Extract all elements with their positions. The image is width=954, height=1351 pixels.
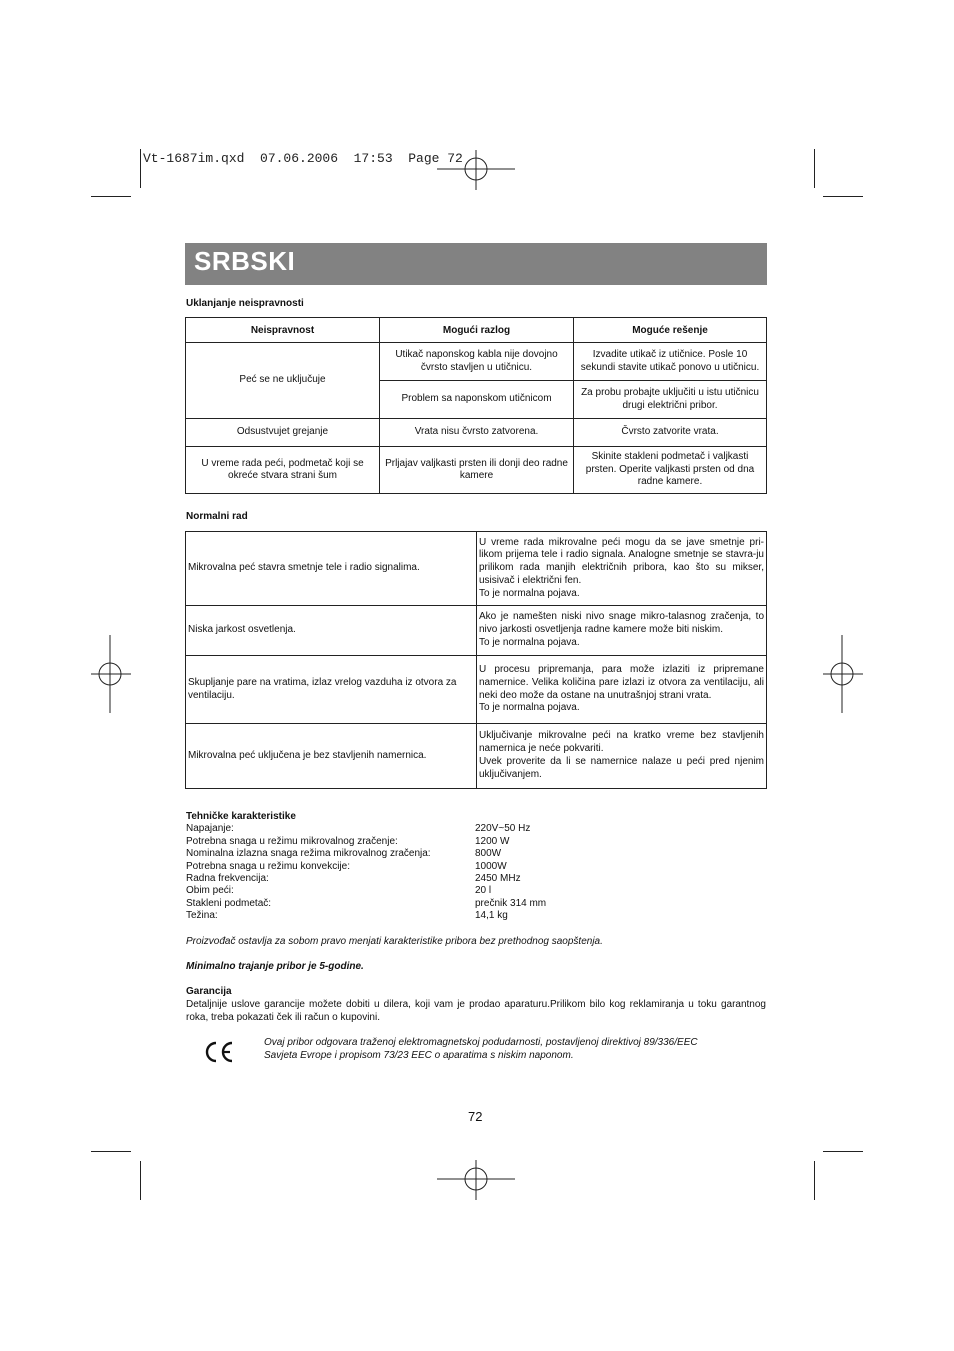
table-row: [186, 532, 767, 606]
solution-cell: Za probu probajte uključiti u istu utičnicu drugi električni pribor.: [574, 381, 767, 419]
spec-row: [186, 885, 492, 897]
spec-value: 14,1 kg: [475, 910, 508, 922]
spec-label: Stakleni podmetač:: [186, 897, 272, 909]
explanation-text: U vreme rada mikrovalne peći mogu da se jave smetnje pri-likom prijema tele i radio signala. Analogne smetnje se stavra-ju prilikom rada manjih električnih pribora, kao što su mikser, usisivač i električni fen.: [479, 536, 764, 586]
registration-mark-icon: [437, 150, 515, 190]
column-header: Neispravnost: [186, 318, 380, 343]
spec-row: [186, 872, 521, 885]
spec-value: 1200 W: [475, 835, 510, 847]
normal-operation-heading: Normalni rad: [186, 511, 248, 522]
troubleshooting-heading: Uklanjanje neispravnosti: [186, 298, 304, 309]
crop-mark: [91, 1151, 131, 1152]
spec-row: [186, 860, 507, 873]
situation-cell: Skupljanje pare na vratima, izlaz vrelog vazduha iz otvora za ventilaciju.: [186, 656, 477, 724]
explanation-note: To je normalna pojava.: [479, 702, 580, 714]
page-title: SRBSKI: [194, 246, 296, 276]
spec-value: 220V~50 Hz: [475, 823, 531, 835]
cause-cell: Utikač naponskog kabla nije dovojno čvrsto stavljen u utičnicu.: [380, 343, 574, 381]
table-row: [186, 656, 767, 724]
ce-conformity-text: [264, 1036, 698, 1062]
spec-value: prečnik 314 mm: [475, 897, 547, 909]
solution-cell: Čvrsto zatvorite vrata.: [574, 419, 767, 447]
cause-cell: Prljajav valjkasti prsten ili donji deo radne kamere: [380, 447, 574, 494]
table-row: [186, 343, 767, 381]
problem-cell: Peć se ne uključuje: [186, 343, 380, 419]
print-header: Vt-1687im.qxd 07.06.2006 17:53 Page 72: [143, 151, 463, 166]
crop-mark: [91, 196, 131, 197]
registration-mark-icon: [437, 1160, 515, 1200]
solution-cell: Skinite stakleni podmetač i valjkasti prsten. Operite valjkasti prsten od dna radne kamere.: [574, 447, 767, 494]
table-row: [186, 606, 767, 656]
explanation-cell: [477, 532, 767, 606]
spec-value: 1000W: [475, 860, 507, 872]
warranty-heading: Garancija: [186, 986, 232, 997]
spec-value: 800W: [475, 848, 502, 860]
spec-label: Obim peći:: [186, 885, 234, 897]
table-row: [186, 447, 767, 494]
cause-cell: Vrata nisu čvrsto zatvorena.: [380, 419, 574, 447]
spec-value: 2450 MHz: [475, 872, 521, 884]
explanation-cell: [477, 724, 767, 789]
specifications: [186, 811, 547, 923]
explanation-note: Uvek proverite da li se namernice nalaze u peći pred njenim uključivanjem.: [479, 756, 764, 780]
ce-mark-icon: [203, 1040, 235, 1064]
spec-label: Potrebna snaga u režimu mikrovalnog zračenje:: [186, 835, 398, 847]
explanation-note: To je normalna pojava.: [479, 587, 580, 599]
column-header: Mogući razlog: [380, 318, 574, 343]
language-title-bar: [185, 243, 767, 285]
table-row: [186, 724, 767, 789]
crop-mark: [823, 1151, 863, 1152]
page-number: 72: [468, 1109, 483, 1124]
explanation-cell: [477, 606, 767, 656]
spec-value: 20 l: [475, 885, 492, 897]
crop-mark: [814, 149, 815, 188]
warranty-text: Detaljnije uslove garancije možete dobiti u dilera, koji vam je prodao aparaturu.Prilikom bilo kog reklamiranja u toku garantnog roka, treba pokazati ček ili račun o kupovini.: [186, 999, 766, 1023]
explanation-note: To je normalna pojava.: [479, 636, 580, 648]
explanation-text: Ako je namešten niski nivo snage mikro-talasnog zračenja, to nivo jarkosti osvetljenja radne kamere može biti niskim.: [479, 611, 764, 636]
table-row: [186, 419, 767, 447]
problem-cell: U vreme rada peći, podmetač koji se okreće stvara strani šum: [186, 447, 380, 494]
registration-mark-icon: [823, 635, 863, 713]
crop-mark: [823, 196, 863, 197]
crop-mark: [140, 149, 141, 188]
spec-row: [186, 823, 531, 835]
column-header: Moguće rešenje: [574, 318, 767, 343]
spec-row: [186, 848, 502, 860]
situation-cell: Mikrovalna peć uključena je bez stavljenih namernica.: [186, 724, 477, 789]
situation-cell: Mikrovalna peć stavra smetnje tele i radio signalima.: [186, 532, 477, 606]
spec-row: [186, 835, 510, 848]
crop-mark: [140, 1161, 141, 1200]
crop-mark: [814, 1161, 815, 1200]
explanation-text: Uključivanje mikrovalne peći na kratko vreme bez stavljenih namernica je neće pokvariti.: [479, 730, 764, 755]
spec-label: Težina:: [186, 910, 218, 922]
registration-mark-icon: [91, 635, 131, 713]
lifetime-note: Minimalno trajanje pribor je 5-godine.: [186, 961, 364, 972]
manufacturer-note: Proizvođač ostavlja za sobom pravo menjati karakteristike pribora bez prethodnog saopštenja.: [186, 936, 603, 947]
spec-label: Radna frekvencija:: [186, 872, 269, 884]
solution-cell: Izvadite utikač iz utičnice. Posle 10 sekundi stavite utikač ponovo u utičnicu.: [574, 343, 767, 381]
spec-row: [186, 910, 508, 922]
troubleshooting-table: [185, 317, 767, 494]
normal-operation-table: [185, 531, 767, 789]
spec-label: Potrebna snaga u režimu konvekcije:: [186, 860, 350, 872]
specifications-heading: Tehničke karakteristike: [186, 811, 296, 822]
explanation-cell: [477, 656, 767, 724]
problem-cell: Odsustvujet grejanje: [186, 419, 380, 447]
explanation-text: U procesu pripremanja, para može izlaziti iz pripremane namernice. Velika količina pare izlazi iz otvora za ventilaciju, ali neki deo može da ostane na unutrašnjoj strani vrata.: [479, 663, 764, 701]
cause-cell: Problem sa naponskom utičnicom: [380, 381, 574, 419]
ce-text-line: Savjeta Evrope i propisom 73/23 EEC o aparatima s niskim naponom.: [264, 1050, 574, 1061]
spec-label: Napajanje:: [186, 823, 234, 835]
spec-row: [186, 897, 547, 910]
ce-text-line: Ovaj pribor odgovara traženoj elektromagnetskoj podudarnosti, postavljenoj direktivoj 89/336/EEC: [264, 1037, 698, 1048]
table-header-row: [186, 318, 767, 343]
situation-cell: Niska jarkost osvetlenja.: [186, 606, 477, 656]
spec-label: Nominalna izlazna snaga režima mikrovalnog zračenja:: [186, 848, 431, 860]
